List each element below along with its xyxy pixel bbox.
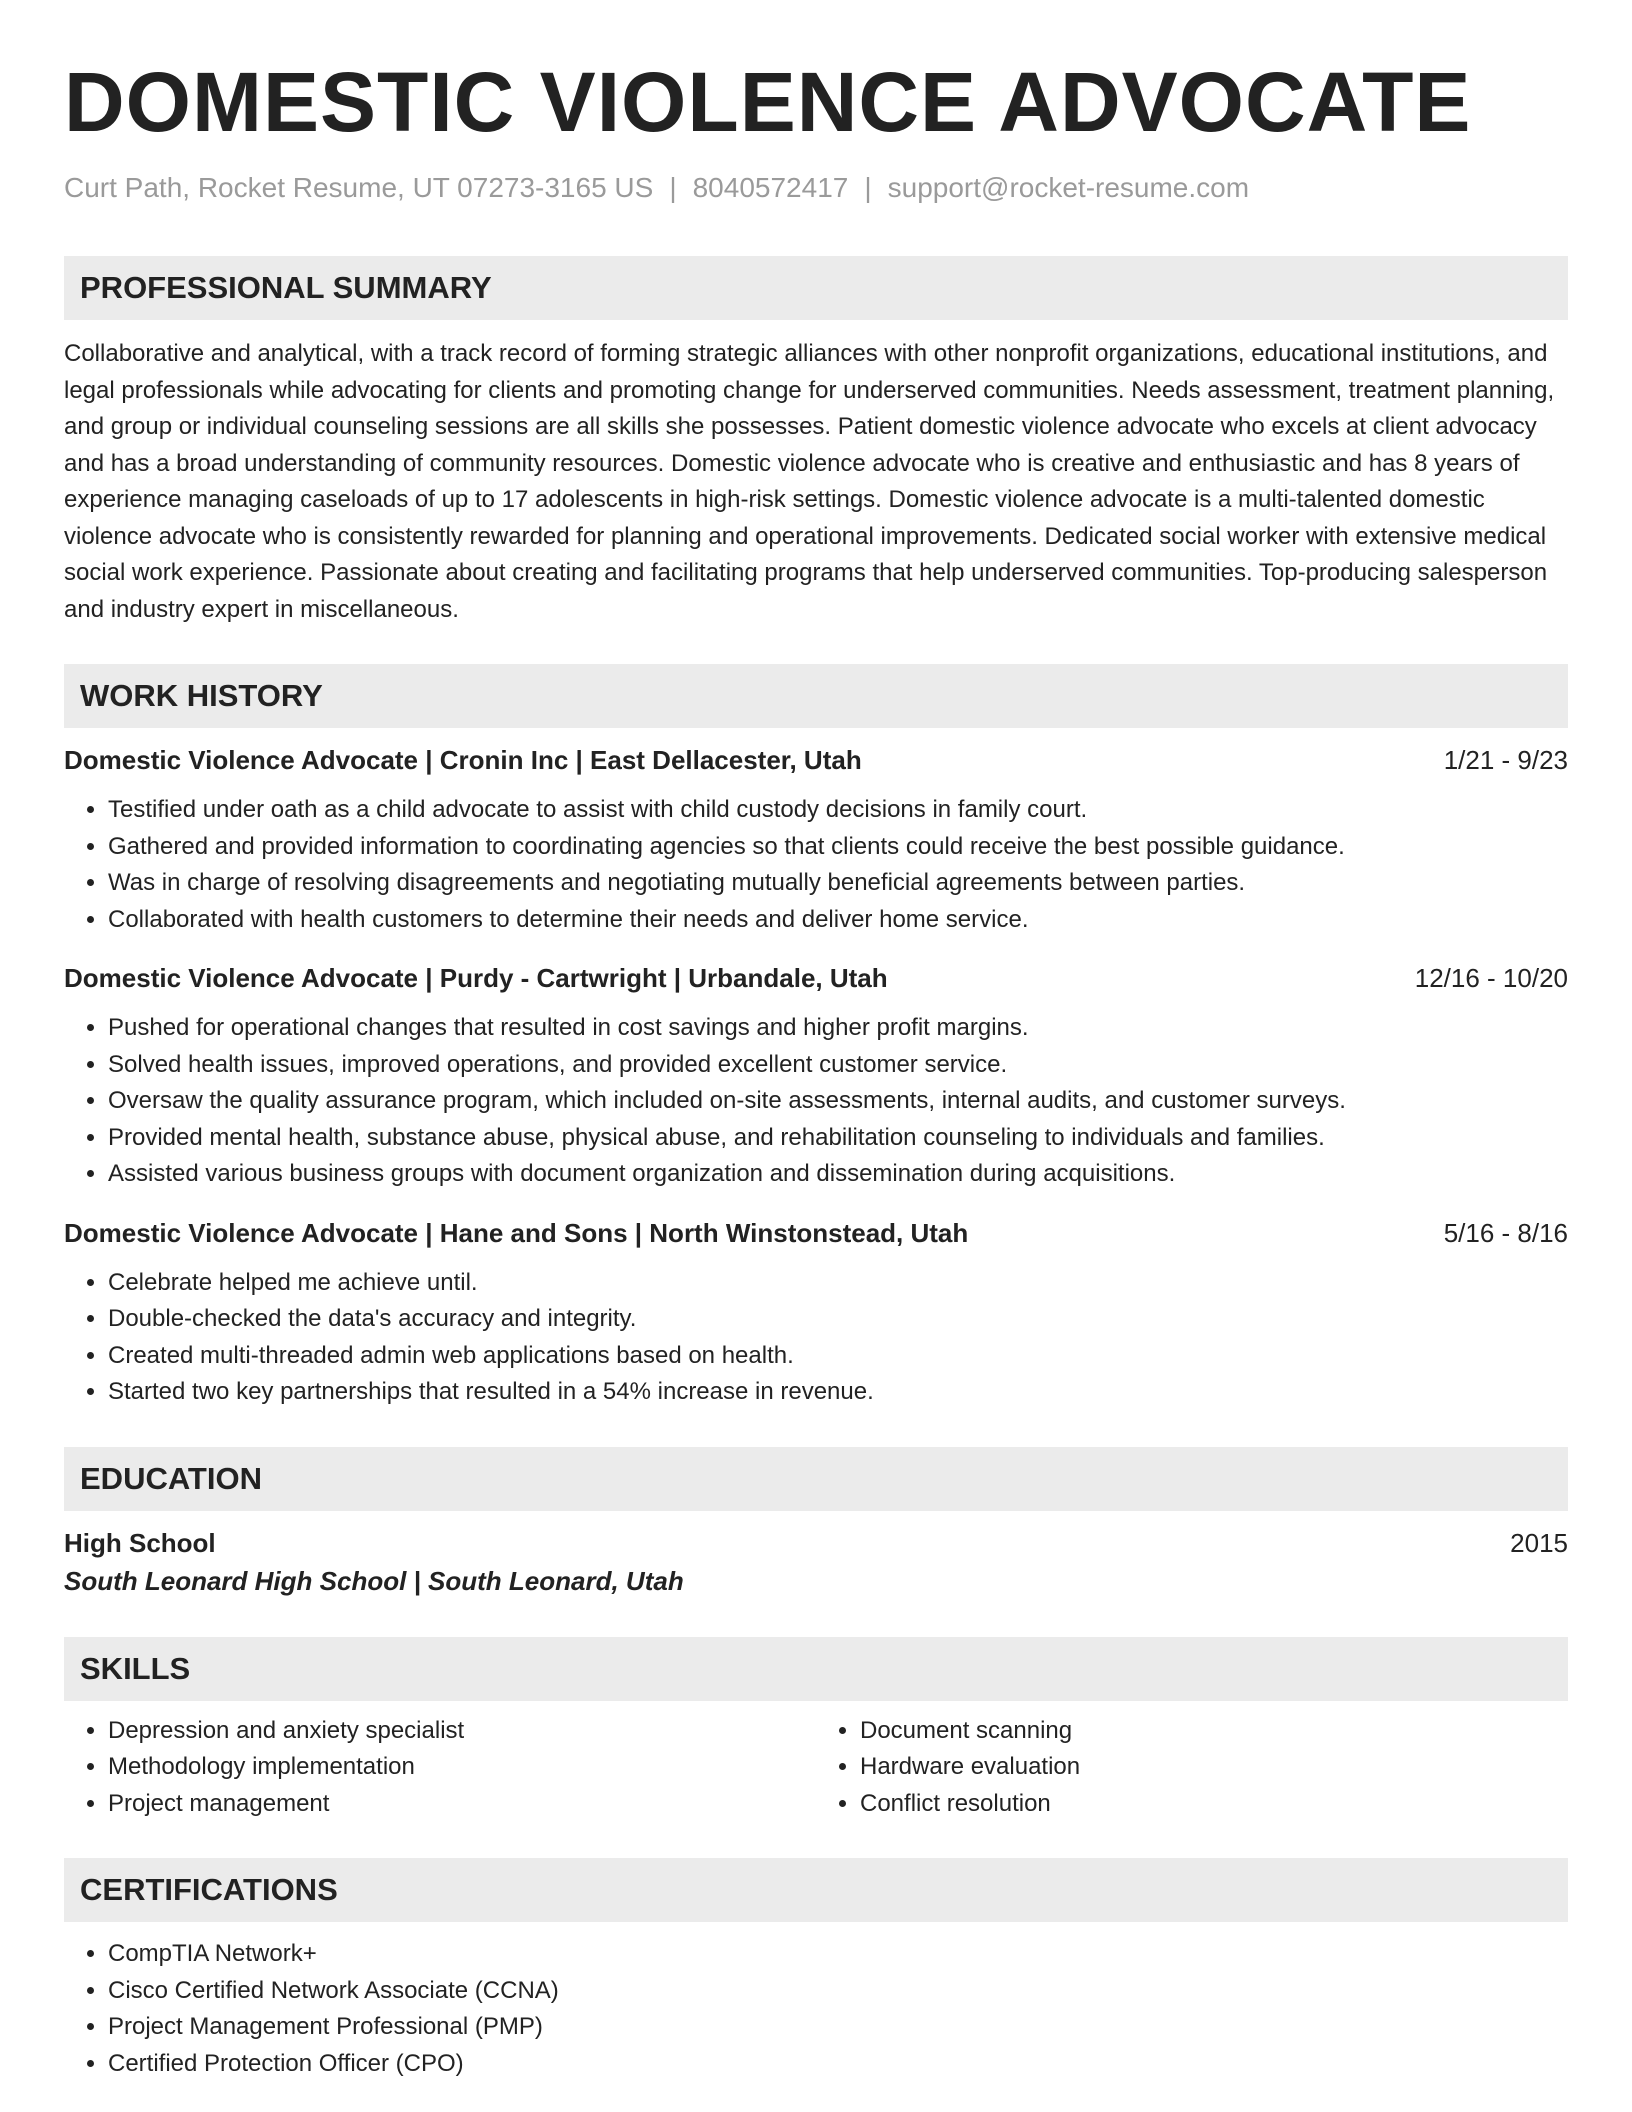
job-header bbox=[64, 742, 1568, 778]
job-bullets bbox=[64, 792, 1568, 938]
job-bullets bbox=[64, 1265, 1568, 1411]
job-dates: 5/16 - 8/16 bbox=[1443, 1217, 1568, 1248]
job-title: Domestic Violence Advocate | Purdy - Cartwright | Urbandale, Utah bbox=[64, 963, 888, 993]
certification-item: • CompTIA Network+ bbox=[108, 1936, 1568, 1973]
skills-columns bbox=[64, 1713, 1568, 1823]
skills-heading: SKILLS bbox=[64, 1637, 1568, 1701]
job-bullet: • Created multi-threaded admin web applications based on health. bbox=[108, 1338, 1568, 1375]
education-degree: High School bbox=[64, 1527, 216, 1558]
skills-list-left bbox=[64, 1713, 816, 1823]
summary-heading: PROFESSIONAL SUMMARY bbox=[64, 256, 1568, 320]
skills-list-right bbox=[816, 1713, 1568, 1823]
job-bullet: • Solved health issues, improved operations, and provided excellent customer service. bbox=[108, 1047, 1568, 1084]
job-bullet: • Started two key partnerships that resulted in a 54% increase in revenue. bbox=[108, 1374, 1568, 1411]
job-bullet: • Pushed for operational changes that resulted in cost savings and higher profit margins. bbox=[108, 1010, 1568, 1047]
job-title: Domestic Violence Advocate | Hane and Sons | North Winstonstead, Utah bbox=[64, 1217, 969, 1248]
job-bullet: • Gathered and provided information to coordinating agencies so that clients could receive the best possible guidance. bbox=[108, 829, 1568, 866]
job-bullet: • Provided mental health, substance abuse, physical abuse, and rehabilitation counseling to individuals and families. bbox=[108, 1120, 1568, 1157]
job-bullet: • Assisted various business groups with document organization and dissemination during acquisitions. bbox=[108, 1156, 1568, 1193]
job-header bbox=[64, 1215, 1568, 1251]
certification-item: • Cisco Certified Network Associate (CCNA) bbox=[108, 1973, 1568, 2010]
education-school: South Leonard High School | South Leonard, Utah bbox=[64, 1565, 684, 1596]
education-heading: EDUCATION bbox=[64, 1447, 1568, 1511]
skill-item: • Project management bbox=[108, 1786, 816, 1823]
education-year: 2015 bbox=[1510, 1527, 1568, 1558]
certifications-heading: CERTIFICATIONS bbox=[64, 1858, 1568, 1922]
job-entry bbox=[64, 960, 1568, 1193]
education-row bbox=[64, 1525, 1568, 1561]
skill-item: • Document scanning bbox=[860, 1713, 1568, 1750]
job-bullet: • Double-checked the data's accuracy and integrity. bbox=[108, 1301, 1568, 1338]
job-title: Domestic Violence Advocate | Cronin Inc | East Dellacester, Utah bbox=[64, 745, 862, 775]
job-bullets bbox=[64, 1010, 1568, 1193]
job-dates: 1/21 - 9/23 bbox=[1443, 745, 1568, 775]
contact-email: support@rocket-resume.com bbox=[887, 172, 1250, 203]
job-bullet: • Testified under oath as a child advocate to assist with child custody decisions in family court. bbox=[108, 792, 1568, 829]
job-dates: 12/16 - 10/20 bbox=[1414, 963, 1568, 993]
job-bullet: • Was in charge of resolving disagreements and negotiating mutually beneficial agreements between parties. bbox=[108, 865, 1568, 902]
contact-address: Curt Path, Rocket Resume, UT 07273-3165 US bbox=[64, 172, 654, 203]
certification-item: • Certified Protection Officer (CPO) bbox=[108, 2046, 1568, 2083]
contact-separator: | bbox=[864, 172, 872, 203]
work-history-heading: WORK HISTORY bbox=[64, 664, 1568, 728]
job-bullet: • Collaborated with health customers to determine their needs and deliver home service. bbox=[108, 902, 1568, 939]
job-bullet: • Celebrate helped me achieve until. bbox=[108, 1265, 1568, 1302]
skill-item: • Hardware evaluation bbox=[860, 1749, 1568, 1786]
certification-item: • Project Management Professional (PMP) bbox=[108, 2009, 1568, 2046]
resume-title: DOMESTIC VIOLENCE ADVOCATE bbox=[64, 55, 1472, 149]
skill-item: • Methodology implementation bbox=[108, 1749, 816, 1786]
job-header bbox=[64, 960, 1568, 996]
contact-separator: | bbox=[669, 172, 677, 203]
contact-phone: 8040572417 bbox=[692, 172, 849, 203]
certifications-list bbox=[64, 1936, 1568, 2082]
skill-item: • Conflict resolution bbox=[860, 1786, 1568, 1823]
job-entry bbox=[64, 1215, 1568, 1411]
job-bullet: • Oversaw the quality assurance program, which included on-site assessments, internal audits, and customer surveys. bbox=[108, 1083, 1568, 1120]
contact-line bbox=[64, 170, 1568, 206]
summary-text: Collaborative and analytical, with a track record of forming strategic alliances with other nonprofit organizations, educational institutions, and legal professionals while advocating for clients and promoting change for underserved communities. Needs assessment, treatment planning, and group or individual counseling sessions are all skills she possesses. Patient domestic violence advocate who excels at client advocacy and has a broad understanding of community resources. Domestic violence advocate who is creative and enthusiastic and has 8 years of experience managing caseloads of up to 17 adolescents in high-risk settings. Domestic violence advocate is a multi-talented domestic violence advocate who is consistently rewarded for planning and operational improvements. Dedicated social worker with extensive medical social work experience. Passionate about creating and facilitating programs that help underserved communities. Top-producing salesperson and industry expert in miscellaneous. bbox=[64, 340, 1555, 623]
job-entry bbox=[64, 742, 1568, 938]
skill-item: • Depression and anxiety specialist bbox=[108, 1713, 816, 1750]
